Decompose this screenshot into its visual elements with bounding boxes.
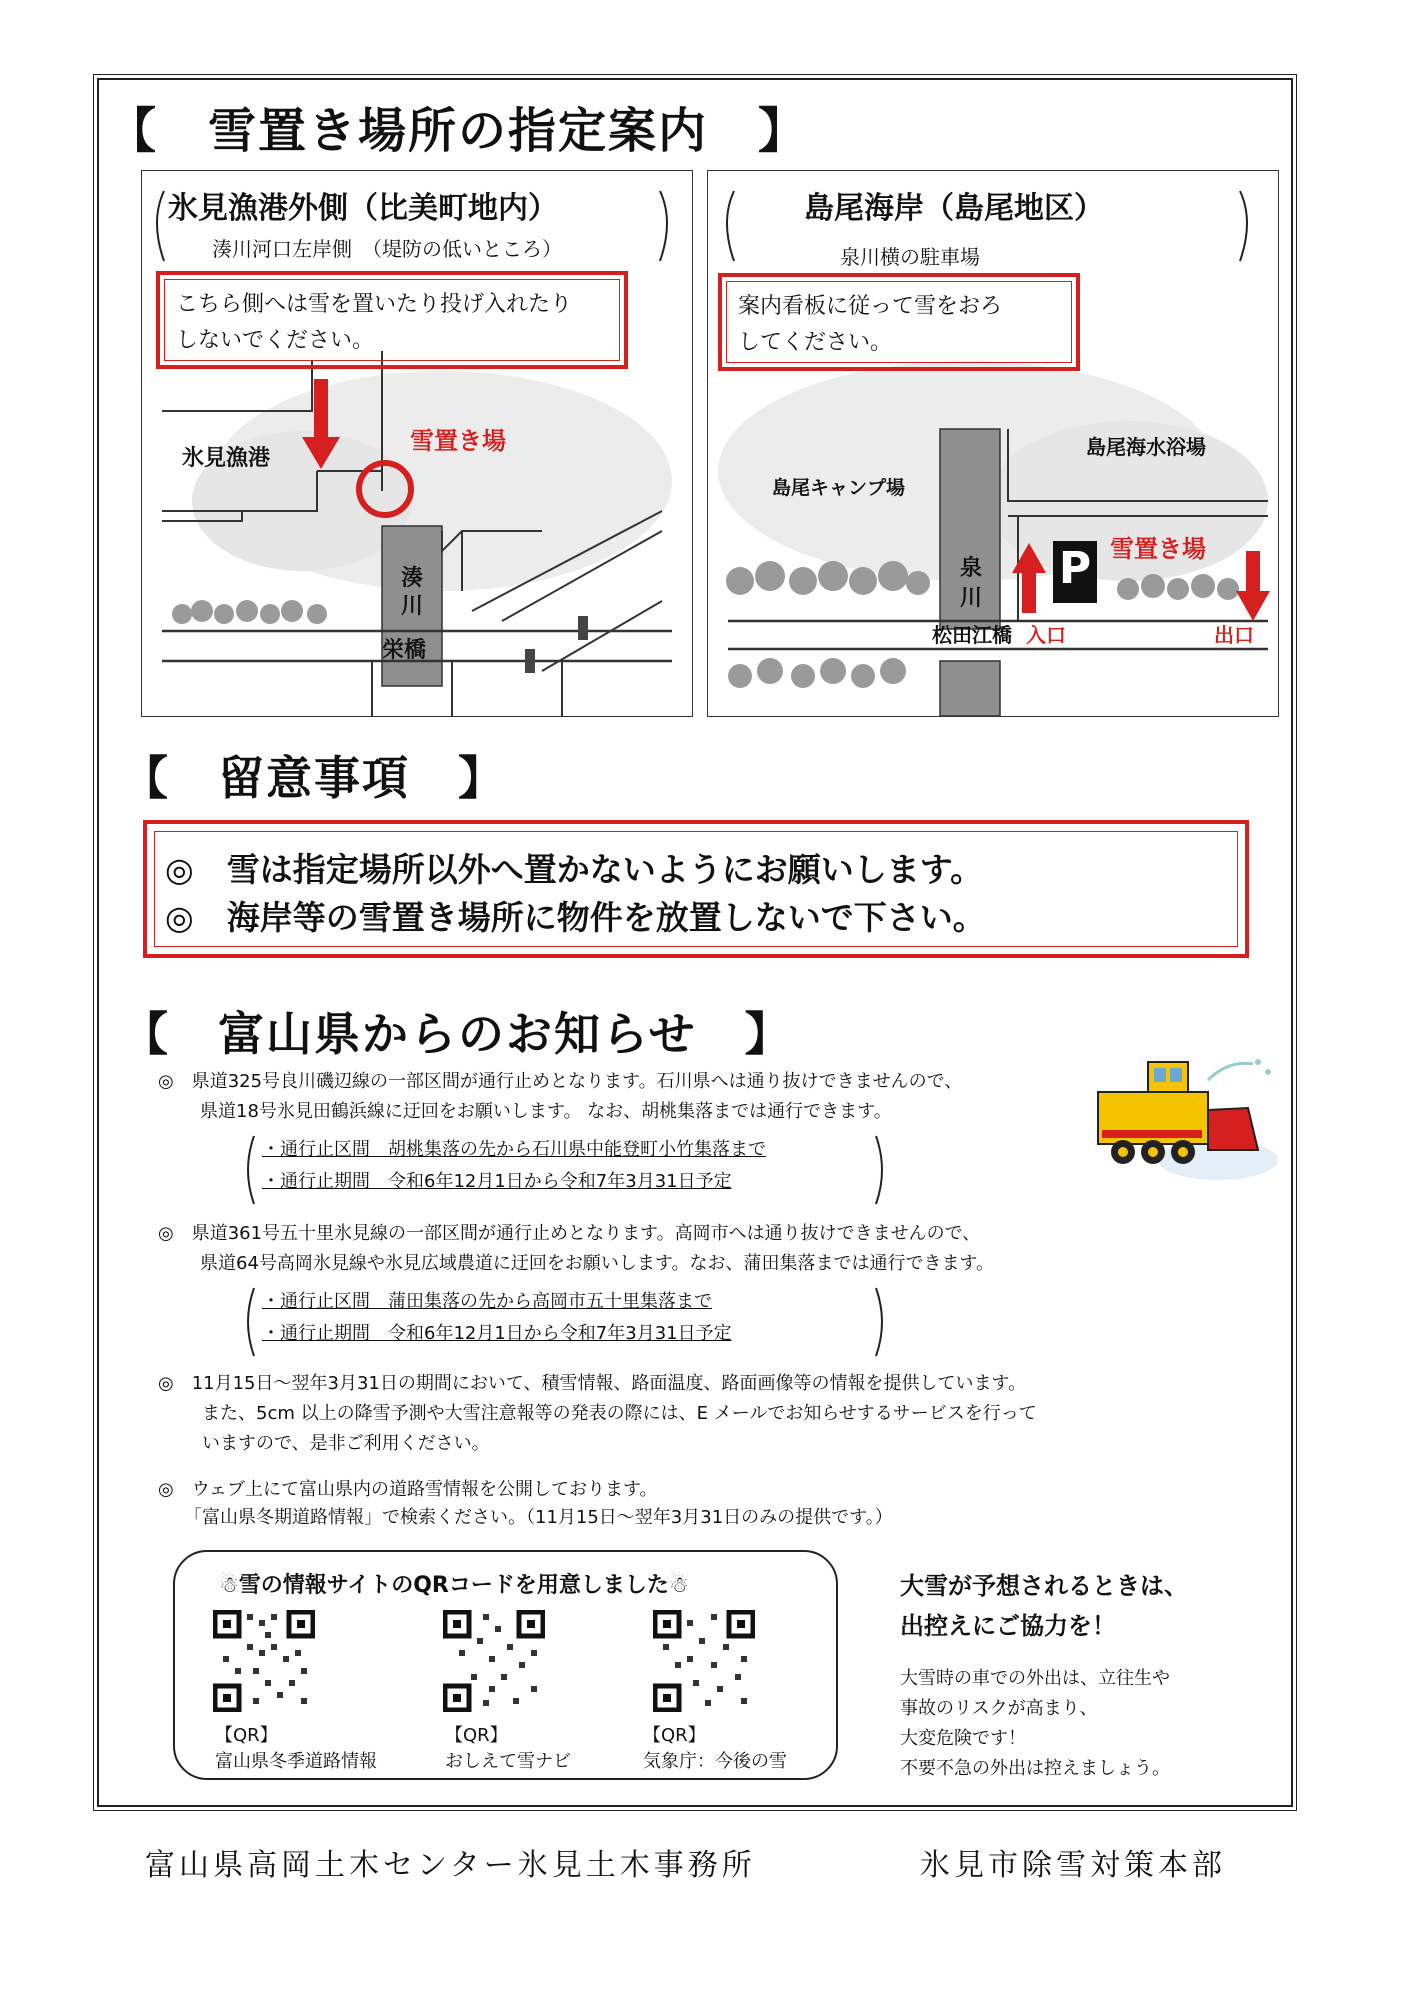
left-warning-line: しないでください。	[176, 328, 375, 353]
panel-himi-harbor	[141, 170, 693, 717]
note-line: ◎ 雪は指定場所以外へ置かないようにお願いします。	[165, 850, 984, 889]
label-sakae-bridge: 栄橋	[382, 638, 427, 663]
info-item3-line: いますので、是非ご利用ください。	[202, 1433, 490, 1454]
snowman-icon: ☃	[219, 1573, 239, 1598]
section-heading-notes: 【 留意事項 】	[122, 751, 506, 805]
advice-heading-line: 大雪が予想されるときは、	[900, 1572, 1188, 1600]
label-matsudae-bridge: 松田江橋	[932, 623, 1012, 647]
info-item3-line: また、5cm 以上の降雪予測や大雪注意報等の発表の際には、E メールでお知らせするサービスを行って	[202, 1403, 1037, 1424]
qr-code-road-info[interactable]	[213, 1610, 315, 1712]
label-exit: 出口	[1214, 623, 1254, 647]
snowman-icon: ☃	[668, 1573, 689, 1598]
footer-office: 富山県高岡土木センター氷見土木事務所	[145, 1848, 756, 1883]
qr-code-snow-navi[interactable]	[443, 1610, 545, 1712]
left-panel-subtitle: 湊川河口左岸側 （堤防の低いところ）	[212, 237, 562, 261]
advice-body	[900, 1664, 1170, 1784]
qr-section-title	[219, 1568, 689, 1599]
qr-code-jma-snow[interactable]	[653, 1610, 755, 1712]
snowplow-icon	[1088, 1050, 1278, 1185]
label-snow-place-right: 雪置き場	[1110, 535, 1206, 563]
left-warning-line: こちら側へは雪を置いたり投げ入れたり	[176, 292, 573, 317]
label-shimao-camp: 島尾キャンプ場	[772, 477, 906, 499]
info-item2-detail: ・通行止期間 令和6年12月1日から令和7年3月31日予定	[262, 1323, 732, 1344]
notes-box	[143, 820, 1249, 958]
info-item2-line: ◎ 県道361号五十里氷見線の一部区間が通行止めとなります。高岡市へは通り抜けできませんので、	[158, 1223, 981, 1244]
note-line: ◎ 海岸等の雪置き場所に物件を放置しないで下さい。	[165, 898, 986, 937]
advice-body-line: 事故のリスクが高まり、	[900, 1698, 1098, 1719]
label-minato-river-1: 湊	[401, 566, 424, 591]
advice-body-line: 不要不急の外出は控えましょう。	[900, 1758, 1170, 1779]
qr-label-road-info: 富山県冬季道路情報	[215, 1751, 377, 1772]
info-item1-detail: ・通行止期間 令和6年12月1日から令和7年3月31日予定	[262, 1171, 732, 1192]
info-item4-line: 「富山県冬期道路情報」で検索ください。（11月15日～翌年3月31日のみの提供です。）	[184, 1507, 893, 1528]
left-panel-title: 氷見漁港外側（比美町地内）	[168, 191, 558, 226]
advice-heading-line: 出控えにご協力を！	[900, 1612, 1116, 1640]
info-item1-line: 県道18号氷見田鶴浜線に迂回をお願いします。 なお、胡桃集落までは通行できます。	[200, 1101, 892, 1122]
info-item2-line: 県道64号高岡氷見線や氷見広域農道に迂回をお願いします。なお、蒲田集落までは通行できます。	[200, 1253, 995, 1274]
info-item3-line: ◎ 11月15日～翌年3月31日の期間において、積雪情報、路面温度、路面画像等の情報を提供しています。	[158, 1373, 1027, 1394]
label-shimao-beach: 島尾海水浴場	[1086, 435, 1206, 459]
section-heading-toyama-info: 【 富山県からのお知らせ 】	[122, 1007, 793, 1061]
label-minato-river-2: 川	[401, 594, 424, 619]
right-notice-box	[718, 273, 1080, 371]
info-item1-line: ◎ 県道325号良川磯辺線の一部区間が通行止めとなります。石川県へは通り抜けできませんので、	[158, 1071, 963, 1092]
qr-tag: 【QR】	[445, 1725, 508, 1746]
panel-shimao-beach	[707, 170, 1279, 717]
section-heading-snow-places: 【 雪置き場所の指定案内 】	[108, 103, 809, 159]
left-warning-box	[156, 271, 628, 369]
qr-label-snow-navi: おしえて雪ナビ	[445, 1751, 571, 1772]
right-panel-title: 島尾海岸（島尾地区）	[804, 191, 1104, 226]
qr-title-text: 雪の情報サイトのQRコードを用意しました	[238, 1573, 669, 1598]
label-snow-place-left: 雪置き場	[410, 427, 506, 455]
info-item1-detail: ・通行止区間 胡桃集落の先から石川県中能登町小竹集落まで	[262, 1139, 766, 1160]
right-notice-line: してください。	[738, 330, 893, 355]
label-entrance: 入口	[1026, 623, 1066, 647]
qr-tag: 【QR】	[643, 1725, 706, 1746]
label-himi-harbor: 氷見漁港	[182, 446, 271, 471]
qr-label-jma-snow: 気象庁：今後の雪	[643, 1751, 787, 1772]
qr-code-box	[173, 1550, 838, 1780]
info-item4-line: ◎ ウェブ上にて富山県内の道路雪情報を公開しております。	[158, 1479, 658, 1500]
advice-body-line: 大雪時の車での外出は、立往生や	[900, 1668, 1170, 1689]
right-panel-subtitle: 泉川横の駐車場	[840, 245, 980, 269]
parking-icon: P	[1058, 543, 1092, 594]
label-izumi-river-1: 泉	[960, 556, 983, 581]
right-notice-line: 案内看板に従って雪をおろ	[738, 294, 1003, 319]
label-izumi-river-2: 川	[960, 586, 983, 611]
footer-headquarters: 氷見市除雪対策本部	[920, 1848, 1226, 1883]
advice-heading	[900, 1566, 1188, 1646]
qr-tag: 【QR】	[215, 1725, 278, 1746]
advice-body-line: 大変危険です！	[900, 1728, 1026, 1749]
info-item2-detail: ・通行止区間 蒲田集落の先から高岡市五十里集落まで	[262, 1291, 712, 1312]
